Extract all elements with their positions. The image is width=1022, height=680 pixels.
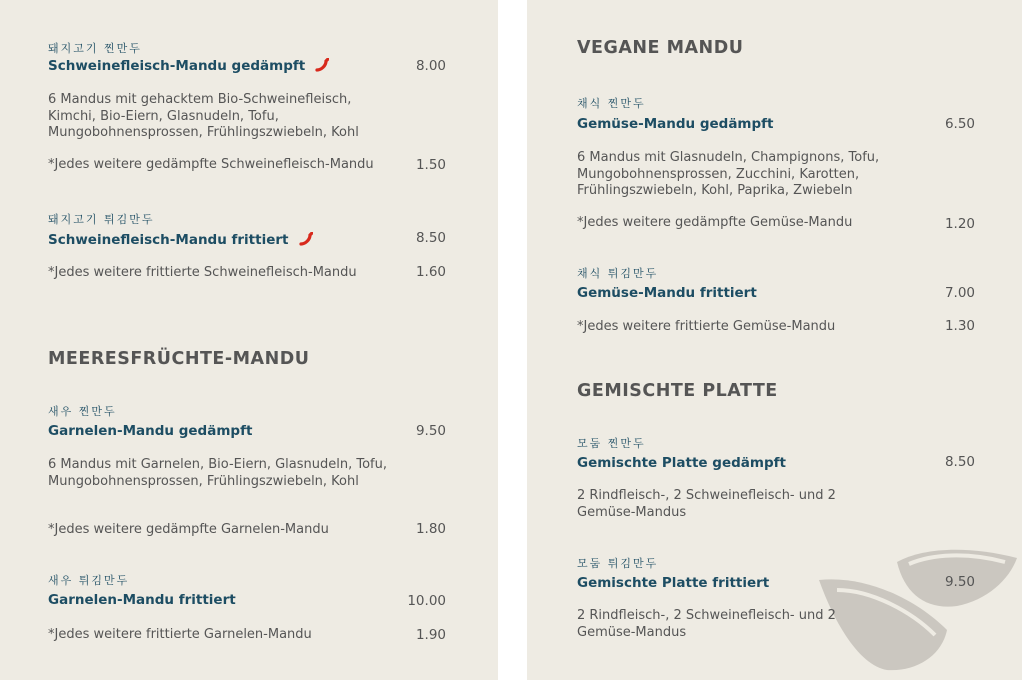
item-name: Gemüse-Mandu gedämpft [577,116,774,132]
extra-mandu-price: 1.50 [415,157,446,173]
item-korean-name: 채식 찐만두 [577,97,646,110]
extra-mandu-price: 1.60 [415,264,446,280]
chili-pepper-icon [299,232,313,246]
extra-mandu-text: *Jedes weitere gedämpfte Gemüse-Mandu [577,215,853,230]
item-price: 7.00 [944,285,975,301]
item-price: 8.50 [415,230,446,246]
section-heading: MEERESFRÜCHTE-MANDU [48,349,310,369]
item-description: 6 Mandus mit Glasnudeln, Champignons, Tofu, Mungobohnensprossen, Zucchini, Karotten, Frühlingszwiebeln, Kohl, Paprika, Zwiebeln [577,150,880,198]
item-description: 6 Mandus mit gehacktem Bio-Schweinefleisch, Kimchi, Bio-Eiern, Glasnudeln, Tofu, Mungobohnensprossen, Frühlingszwiebeln, Kohl [48,92,359,140]
item-price: 6.50 [944,116,975,132]
chili-pepper-icon [315,58,329,72]
item-price: 9.50 [415,423,446,439]
item-korean-name: 모둠 튀김만두 [577,557,659,570]
menu-page-left [0,0,498,680]
item-korean-name: 새우 찐만두 [48,405,117,418]
item-name: Schweinefleisch-Mandu gedämpft [48,58,329,74]
item-name: Schweinefleisch-Mandu frittiert [48,232,313,248]
item-price: 9.50 [944,574,975,590]
item-description: 2 Rindfleisch-, 2 Schweinefleisch- und 2 Gemüse-Mandus [577,608,836,640]
item-price: 8.50 [944,454,975,470]
extra-mandu-text: *Jedes weitere frittierte Garnelen-Mandu [48,627,312,642]
extra-mandu-price: 1.20 [944,216,975,232]
item-name: Garnelen-Mandu gedämpft [48,423,253,439]
extra-mandu-text: *Jedes weitere frittierte Gemüse-Mandu [577,319,836,334]
item-korean-name: 돼지고기 튀김만두 [48,213,155,226]
item-name: Gemischte Platte gedämpft [577,455,786,471]
item-name: Gemischte Platte frittiert [577,575,770,591]
item-name: Gemüse-Mandu frittiert [577,285,757,301]
item-description: 2 Rindfleisch-, 2 Schweinefleisch- und 2 Gemüse-Mandus [577,488,836,520]
extra-mandu-text: *Jedes weitere gedämpfte Schweinefleisch-Mandu [48,157,374,172]
extra-mandu-text: *Jedes weitere gedämpfte Garnelen-Mandu [48,522,329,537]
item-korean-name: 모둠 찐만두 [577,437,646,450]
item-description: 6 Mandus mit Garnelen, Bio-Eiern, Glasnudeln, Tofu, Mungobohnensprossen, Frühlingszwiebeln, Kohl [48,457,387,489]
item-price: 8.00 [415,58,446,74]
extra-mandu-price: 1.30 [944,318,975,334]
menu-page-right [527,0,1022,680]
item-korean-name: 채식 튀김만두 [577,267,659,280]
section-heading: GEMISCHTE PLATTE [577,381,778,401]
extra-mandu-price: 1.90 [415,627,446,643]
section-heading: VEGANE MANDU [577,38,744,58]
item-korean-name: 새우 튀김만두 [48,574,130,587]
extra-mandu-text: *Jedes weitere frittierte Schweinefleisch-Mandu [48,265,357,280]
extra-mandu-price: 1.80 [415,521,446,537]
item-korean-name: 돼지고기 찐만두 [48,42,142,55]
item-name: Garnelen-Mandu frittiert [48,592,236,608]
item-price: 10.00 [407,593,446,609]
